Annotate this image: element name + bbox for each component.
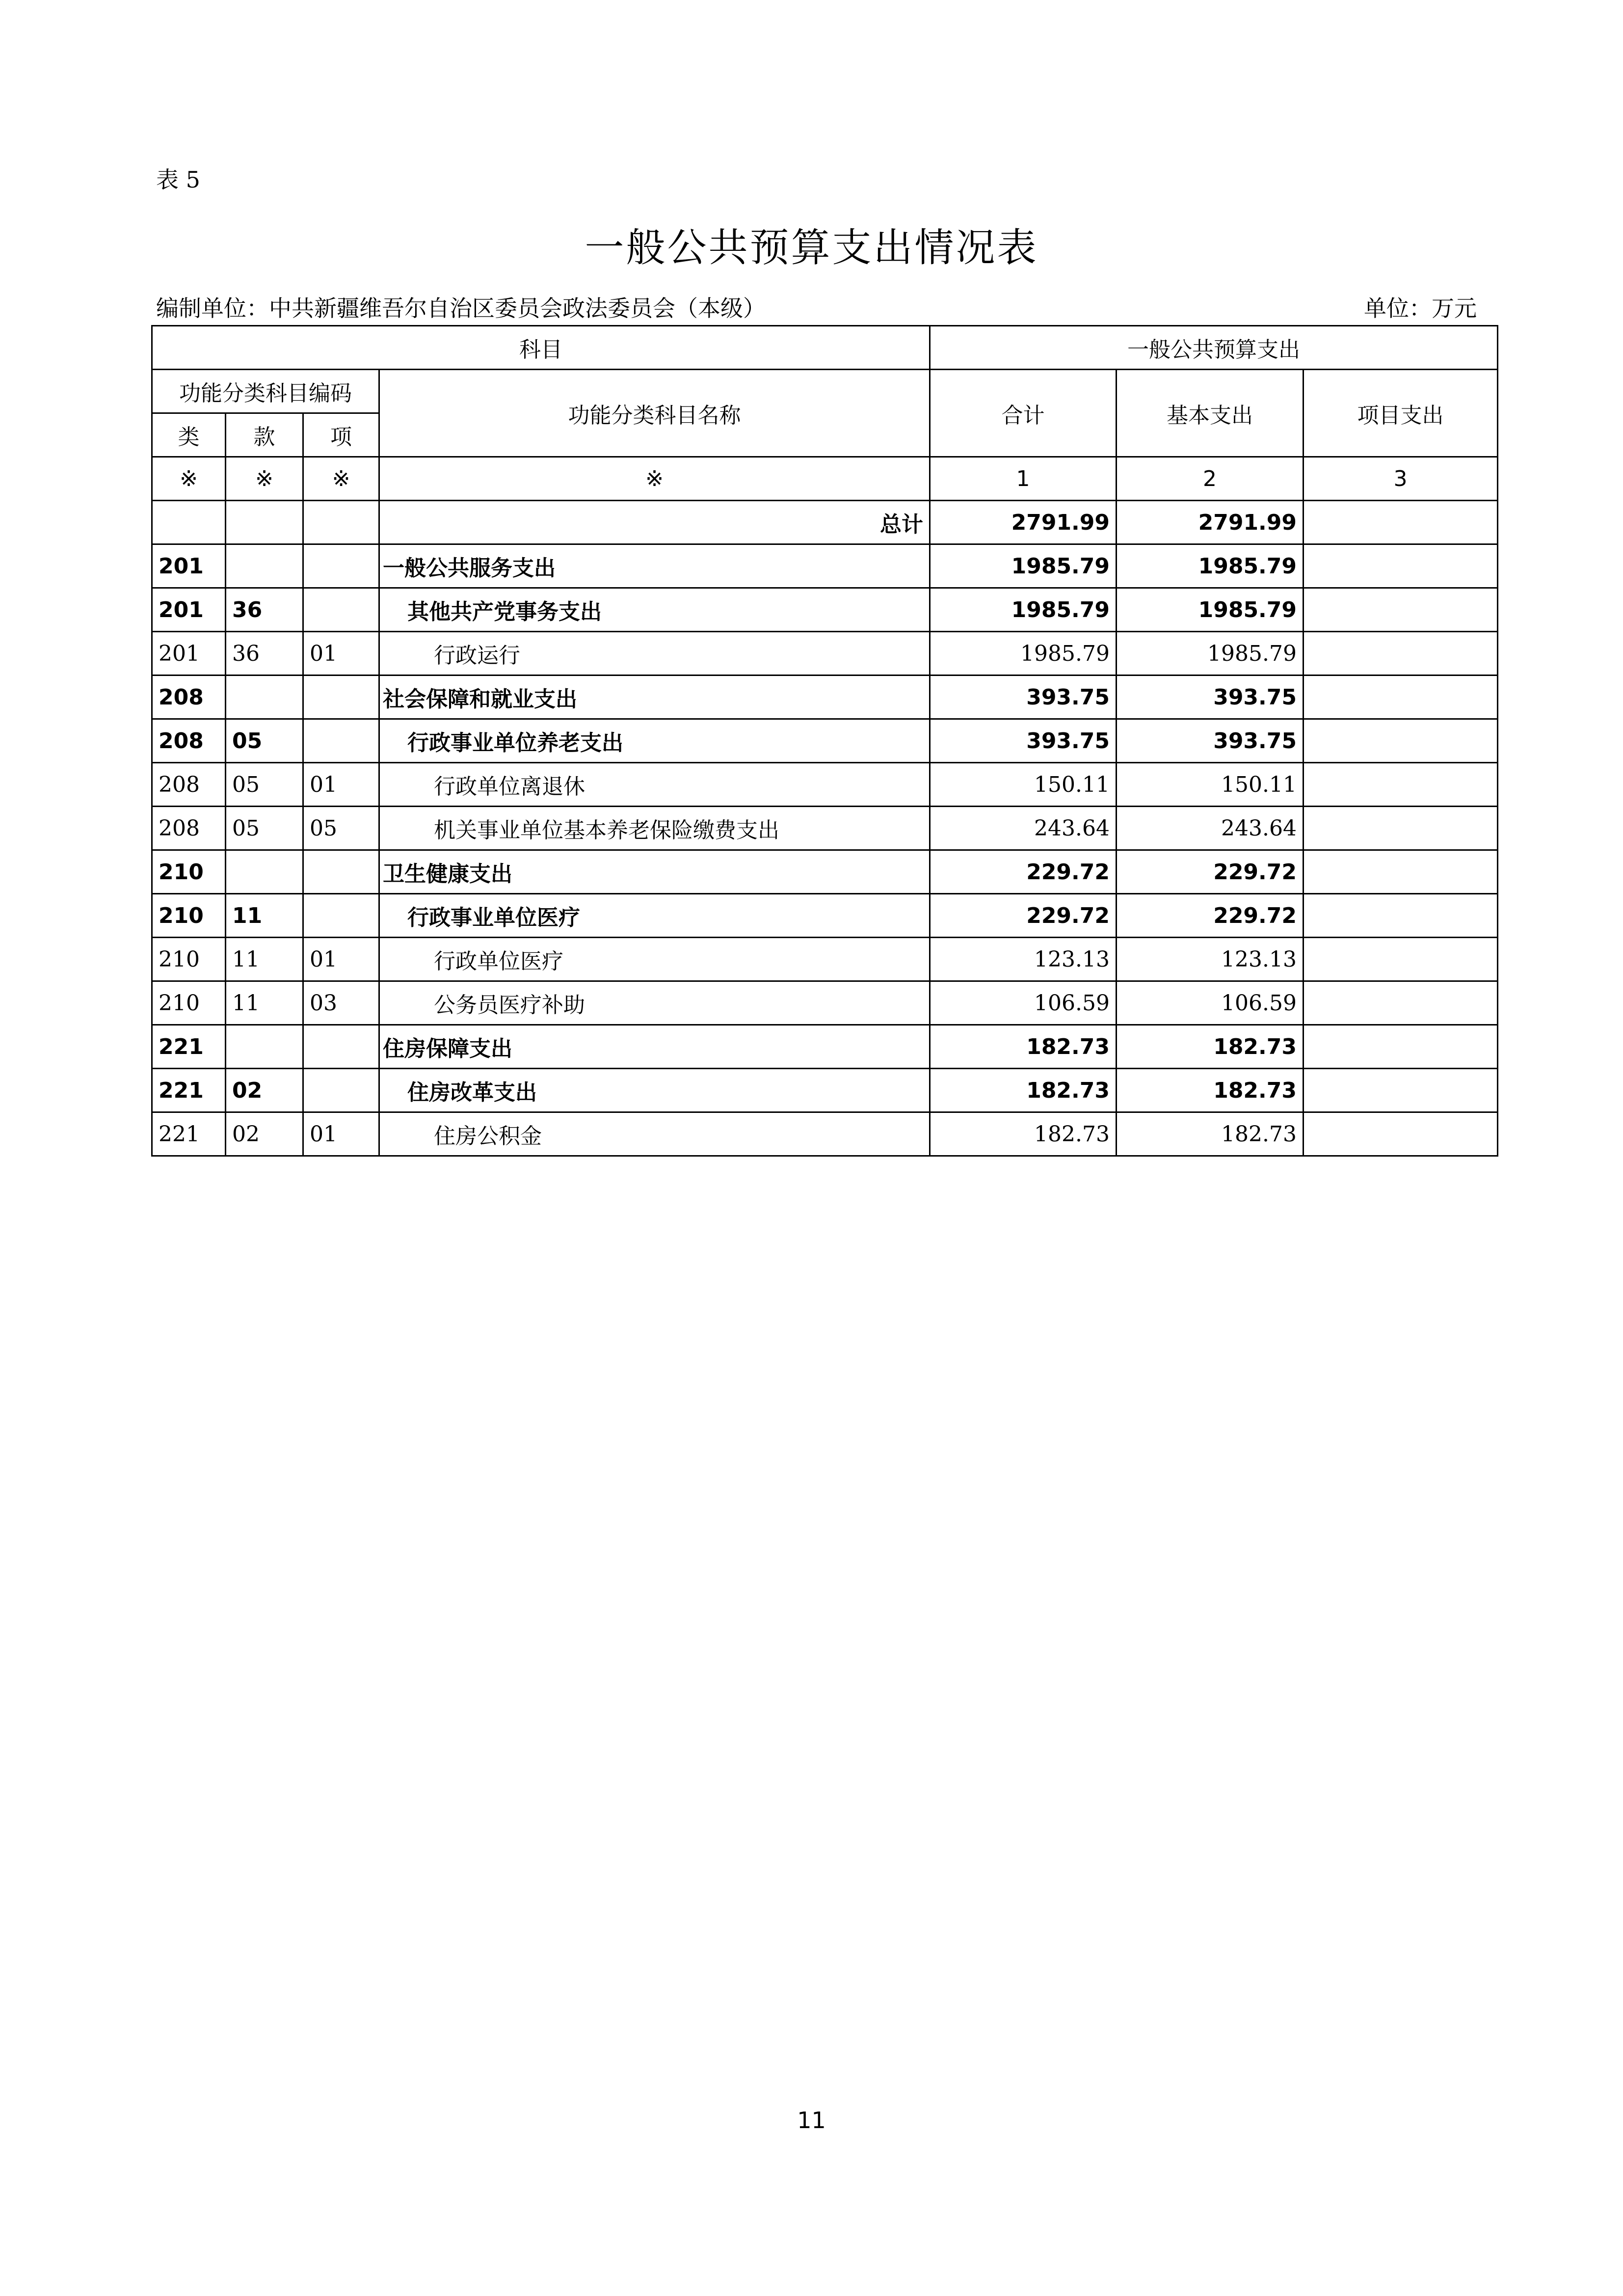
section-code: 11 [226, 981, 303, 1025]
currency-unit: 单位：万元 [1364, 295, 1477, 322]
header-expenditure-group: 一般公共预算支出 [930, 326, 1498, 370]
category-code: 210 [152, 894, 226, 938]
category-code: 221 [152, 1025, 226, 1069]
header-total: 合计 [930, 370, 1117, 457]
category-code: 201 [152, 588, 226, 632]
amount-total: 182.73 [930, 1025, 1117, 1069]
amount-total: 393.75 [930, 719, 1117, 763]
subject-name: 住房公积金 [379, 1112, 930, 1156]
category-code: 208 [152, 719, 226, 763]
subject-name: 社会保障和就业支出 [379, 675, 930, 719]
category-code: 210 [152, 981, 226, 1025]
section-code: 05 [226, 807, 303, 850]
amount-basic: 182.73 [1117, 1069, 1304, 1112]
category-code: 221 [152, 1112, 226, 1156]
total-label: 总计 [379, 501, 930, 544]
table-label: 表 5 [156, 166, 200, 193]
column-index-2: 2 [1117, 457, 1304, 501]
subject-name: 行政运行 [379, 632, 930, 675]
section-code: 11 [226, 938, 303, 981]
item-code: 03 [303, 981, 379, 1025]
item-code: 01 [303, 1112, 379, 1156]
item-code: 05 [303, 807, 379, 850]
item-code [303, 1069, 379, 1112]
header-item: 项 [303, 413, 379, 457]
amount-basic: 1985.79 [1117, 632, 1304, 675]
table-row [152, 981, 1498, 1025]
empty-cell [152, 501, 226, 544]
amount-project [1304, 938, 1498, 981]
amount-project [1304, 763, 1498, 807]
amount-total: 150.11 [930, 763, 1117, 807]
total-basic: 2791.99 [1117, 501, 1304, 544]
amount-basic: 106.59 [1117, 981, 1304, 1025]
total-project [1304, 501, 1498, 544]
item-code [303, 719, 379, 763]
column-index-3: 3 [1304, 457, 1498, 501]
mark-cell: ※ [152, 457, 226, 501]
mark-cell: ※ [303, 457, 379, 501]
amount-total: 243.64 [930, 807, 1117, 850]
item-code [303, 588, 379, 632]
section-code: 02 [226, 1069, 303, 1112]
header-project: 项目支出 [1304, 370, 1498, 457]
subject-name: 机关事业单位基本养老保险缴费支出 [379, 807, 930, 850]
section-code: 36 [226, 632, 303, 675]
page-title: 一般公共预算支出情况表 [585, 225, 1038, 270]
table-row [152, 850, 1498, 894]
item-code [303, 675, 379, 719]
compiling-unit: 编制单位：中共新疆维吾尔自治区委员会政法委员会（本级） [156, 295, 766, 322]
amount-project [1304, 807, 1498, 850]
section-code: 05 [226, 719, 303, 763]
section-code [226, 1025, 303, 1069]
section-code: 02 [226, 1112, 303, 1156]
section-code: 36 [226, 588, 303, 632]
amount-basic: 182.73 [1117, 1112, 1304, 1156]
amount-project [1304, 632, 1498, 675]
section-code [226, 850, 303, 894]
header-name: 功能分类科目名称 [379, 370, 930, 457]
table-row [152, 719, 1498, 763]
table-row [152, 894, 1498, 938]
header-code-group: 功能分类科目编码 [152, 370, 379, 413]
table-row [152, 1069, 1498, 1112]
category-code: 208 [152, 763, 226, 807]
category-code: 210 [152, 938, 226, 981]
item-code: 01 [303, 938, 379, 981]
amount-basic: 243.64 [1117, 807, 1304, 850]
item-code: 01 [303, 763, 379, 807]
amount-project [1304, 544, 1498, 588]
amount-project [1304, 1069, 1498, 1112]
table-row [152, 588, 1498, 632]
amount-basic: 1985.79 [1117, 588, 1304, 632]
empty-cell [226, 501, 303, 544]
header-basic: 基本支出 [1117, 370, 1304, 457]
amount-total: 393.75 [930, 675, 1117, 719]
table-row [152, 763, 1498, 807]
subject-name: 公务员医疗补助 [379, 981, 930, 1025]
amount-total: 1985.79 [930, 544, 1117, 588]
column-index-1: 1 [930, 457, 1117, 501]
amount-project [1304, 1112, 1498, 1156]
amount-basic: 393.75 [1117, 719, 1304, 763]
item-code: 01 [303, 632, 379, 675]
amount-basic: 1985.79 [1117, 544, 1304, 588]
amount-project [1304, 981, 1498, 1025]
amount-project [1304, 850, 1498, 894]
amount-total: 229.72 [930, 850, 1117, 894]
subject-name: 一般公共服务支出 [379, 544, 930, 588]
amount-basic: 182.73 [1117, 1025, 1304, 1069]
table-row [152, 1025, 1498, 1069]
category-code: 210 [152, 850, 226, 894]
amount-basic: 393.75 [1117, 675, 1304, 719]
total-amount: 2791.99 [930, 501, 1117, 544]
item-code [303, 894, 379, 938]
amount-total: 123.13 [930, 938, 1117, 981]
section-code: 05 [226, 763, 303, 807]
amount-project [1304, 894, 1498, 938]
section-code [226, 544, 303, 588]
category-code: 201 [152, 544, 226, 588]
section-code [226, 675, 303, 719]
empty-cell [303, 501, 379, 544]
category-code: 201 [152, 632, 226, 675]
category-code: 221 [152, 1069, 226, 1112]
item-code [303, 850, 379, 894]
table-row [152, 938, 1498, 981]
item-code [303, 544, 379, 588]
header-category: 类 [152, 413, 226, 457]
index-row [152, 457, 1498, 501]
subject-name: 行政单位医疗 [379, 938, 930, 981]
mark-cell: ※ [226, 457, 303, 501]
category-code: 208 [152, 675, 226, 719]
table-row [152, 632, 1498, 675]
table-row [152, 544, 1498, 588]
header-row-2 [152, 370, 1498, 413]
subject-name: 行政事业单位养老支出 [379, 719, 930, 763]
amount-basic: 229.72 [1117, 850, 1304, 894]
header-subject: 科目 [152, 326, 930, 370]
item-code [303, 1025, 379, 1069]
table-row [152, 807, 1498, 850]
amount-total: 229.72 [930, 894, 1117, 938]
subject-name: 其他共产党事务支出 [379, 588, 930, 632]
total-row [152, 501, 1498, 544]
amount-basic: 123.13 [1117, 938, 1304, 981]
amount-total: 182.73 [930, 1112, 1117, 1156]
header-section: 款 [226, 413, 303, 457]
budget-table [151, 325, 1498, 1157]
amount-total: 182.73 [930, 1069, 1117, 1112]
subject-name: 住房保障支出 [379, 1025, 930, 1069]
amount-total: 1985.79 [930, 588, 1117, 632]
amount-project [1304, 1025, 1498, 1069]
section-code: 11 [226, 894, 303, 938]
category-code: 208 [152, 807, 226, 850]
page-number: 11 [797, 2107, 826, 2134]
table-row [152, 675, 1498, 719]
subject-name: 行政事业单位医疗 [379, 894, 930, 938]
subject-name: 卫生健康支出 [379, 850, 930, 894]
amount-project [1304, 588, 1498, 632]
amount-project [1304, 675, 1498, 719]
amount-basic: 150.11 [1117, 763, 1304, 807]
amount-total: 1985.79 [930, 632, 1117, 675]
amount-basic: 229.72 [1117, 894, 1304, 938]
mark-cell: ※ [379, 457, 930, 501]
table-row [152, 1112, 1498, 1156]
amount-total: 106.59 [930, 981, 1117, 1025]
header-row-1 [152, 326, 1498, 370]
amount-project [1304, 719, 1498, 763]
subject-name: 行政单位离退休 [379, 763, 930, 807]
subject-name: 住房改革支出 [379, 1069, 930, 1112]
